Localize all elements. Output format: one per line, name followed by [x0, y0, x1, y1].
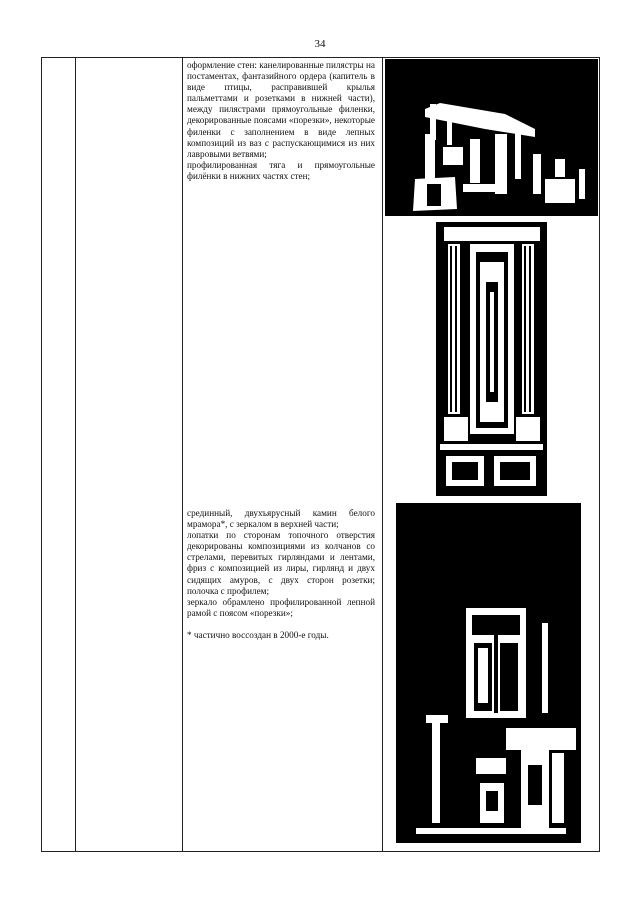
description-paragraph: профилированная тяга и прямоугольные филёнки в нижних частях стен;	[187, 159, 375, 181]
description-wall-decoration	[187, 60, 375, 182]
photo-fireplace-mirror	[396, 503, 581, 843]
column-divider	[75, 58, 76, 851]
description-paragraph: оформление стен: канелированные пилястры на постаментах, фантазийного ордера (капитель в виде птицы, расправившей крылья пальметтами и розетками в нижней части), между пилястрами прямоугольные филенки, декорированные поясами «порезки», некоторые филенки с заполнением в виде лепных композиций из ваз с распускающимися из них лавровыми ветвями;	[187, 60, 375, 159]
description-fireplace	[187, 508, 375, 641]
description-paragraph: срединный, двухъярусный камин белого мрамора*, с зеркалом в верхней части;	[187, 508, 375, 530]
description-paragraph: зеркало обрамлено профилированной лепной рамой с поясом «порезки»;	[187, 596, 375, 618]
photo-pilaster-panel	[436, 222, 547, 496]
footnote: * частично воссоздан в 2000-е годы.	[187, 629, 329, 640]
column-divider	[182, 58, 183, 851]
column-divider	[382, 58, 383, 851]
photo-wall-pilasters	[385, 59, 598, 216]
page-number: 34	[314, 38, 326, 50]
description-paragraph: лопатки по сторонам топочного отверстия декорированы композициями из колчанов со стрелами, перевитых гирляндами и лентами, фриз с композицией из лиры, гирлянд и двух сидящих амуров, с двух сторон розетки; полочка с профилем;	[187, 530, 375, 596]
